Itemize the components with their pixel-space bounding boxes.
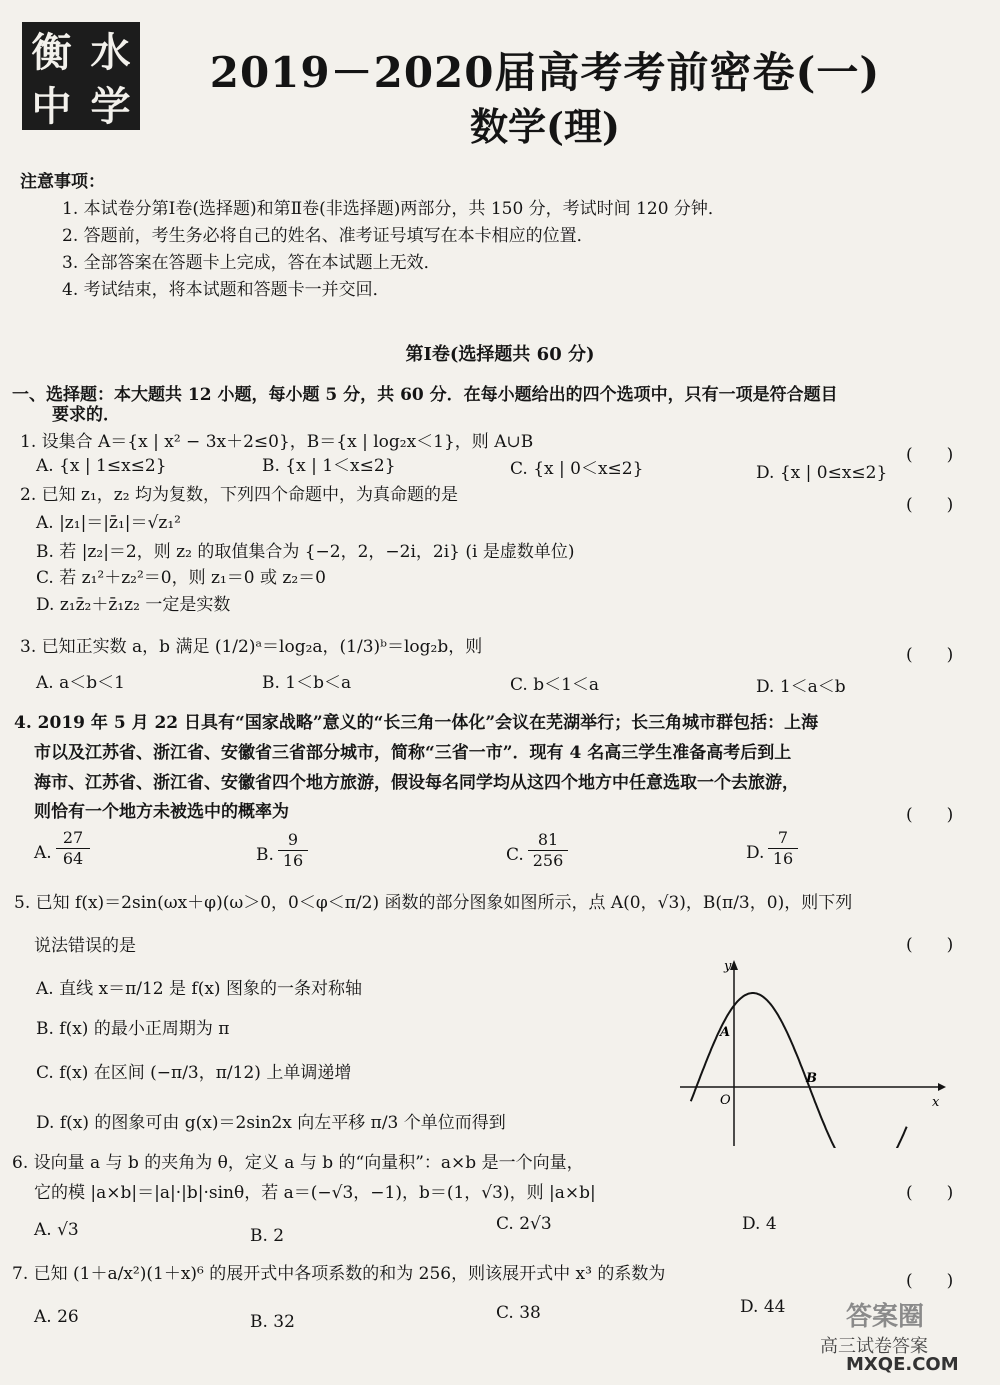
answer-paren: ( ) — [906, 645, 954, 665]
logo-char: 水 — [90, 28, 131, 76]
option: B. 2 — [250, 1226, 285, 1246]
option-letter: C. — [506, 845, 524, 865]
option: C. b＜1＜a — [510, 675, 600, 695]
option-letter: B. — [256, 845, 274, 865]
fraction-denominator: 256 — [532, 851, 564, 870]
question-stem-line: 则恰有一个地方未被选中的概率为 — [34, 802, 289, 822]
question-stem: 3. 已知正实数 a，b 满足 (1/2)ᵃ＝log₂a，(1/3)ᵇ＝log₂b，则 — [20, 637, 483, 657]
section-instruction: 要求的． — [52, 405, 120, 425]
section-title: 第Ⅰ卷(选择题共 60 分) — [405, 344, 595, 365]
option: C. {x | 0＜x≤2} — [510, 459, 644, 479]
fraction-denominator: 16 — [282, 851, 304, 870]
option: C. 2√3 — [496, 1214, 552, 1234]
question-stem: 7. 已知 (1＋a/x²)(1＋x)⁶ 的展开式中各项系数的和为 256，则该展开式中 x³ 的系数为 — [12, 1264, 666, 1284]
watermark-subtitle: 高三试卷答案 — [820, 1336, 928, 1357]
fraction-numerator: 7 — [768, 828, 798, 849]
point-b-label: B — [806, 1071, 817, 1086]
fraction-numerator: 27 — [56, 828, 90, 849]
x-axis-arrow — [938, 1083, 946, 1091]
option: D. f(x) 的图象可由 g(x)＝2sin2x 向左平移 π/3 个单位而得到 — [36, 1113, 506, 1133]
fraction-denominator: 64 — [62, 849, 84, 868]
question-stem: 2. 已知 z₁，z₂ 均为复数，下列四个命题中，为真命题的是 — [20, 485, 458, 505]
option: D. 4 — [742, 1214, 777, 1234]
question-stem-line: 4. 2019 年 5 月 22 日具有“国家战略”意义的“长三角一体化”会议在芜湖举行；长三角城市群包括：上海 — [14, 713, 819, 733]
sine-graph — [676, 958, 946, 1148]
option: D. 44 — [740, 1297, 786, 1317]
option: B. 32 — [250, 1312, 295, 1332]
option: A. √3 — [34, 1220, 79, 1240]
question-stem-line: 6. 设向量 a 与 b 的夹角为 θ，定义 a 与 b 的“向量积”：a×b 是一个向量， — [12, 1153, 584, 1173]
option: B. f(x) 的最小正周期为 π — [36, 1019, 230, 1039]
logo-char: 衡 — [31, 28, 72, 76]
answer-paren: ( ) — [906, 445, 954, 465]
logo-char: 学 — [90, 82, 131, 130]
answer-paren: ( ) — [906, 1271, 954, 1291]
note-item: 1. 本试卷分第Ⅰ卷(选择题)和第Ⅱ卷(非选择题)两部分，共 150 分，考试时间 120 分钟． — [62, 199, 725, 219]
option: A. 直线 x＝π/12 是 f(x) 图象的一条对称轴 — [36, 979, 362, 999]
origin-label: O — [720, 1093, 731, 1108]
option: B. 若 |z₂|＝2，则 z₂ 的取值集合为 {−2，2，−2i，2i} (i 是虚数单位) — [36, 542, 575, 562]
question-stem-line: 说法错误的是 — [34, 936, 136, 956]
watermark-logo: 答案圈 — [846, 1302, 925, 1332]
exam-subtitle: 数学(理) — [470, 104, 620, 149]
answer-paren: ( ) — [906, 495, 954, 515]
option: B. {x | 1＜x≤2} — [262, 456, 396, 476]
fraction-numerator: 9 — [278, 830, 308, 851]
question-stem-line: 5. 已知 f(x)＝2sin(ωx＋φ)(ω＞0，0＜φ＜π/2) 函数的部分图象如图所示，点 A(0，√3)，B(π/3，0)，则下列 — [14, 893, 853, 913]
option: D. 1＜a＜b — [756, 677, 846, 697]
section-instruction: 一、选择题：本大题共 12 小题，每小题 5 分，共 60 分．在每小题给出的四个选项中，只有一项是符合题目 — [12, 385, 838, 405]
note-item: 4. 考试结束，将本试题和答题卡一并交回． — [62, 280, 390, 300]
option: C. f(x) 在区间 (−π/3，π/12) 上单调递增 — [36, 1063, 352, 1083]
logo-char: 中 — [31, 82, 72, 130]
option: A. 26 — [34, 1307, 79, 1327]
option: D. {x | 0≤x≤2} — [756, 463, 888, 483]
note-item: 3. 全部答案在答题卡上完成，答在本试题上无效． — [62, 253, 441, 273]
school-logo — [22, 22, 140, 130]
fraction-denominator: 16 — [772, 849, 794, 868]
note-item: 2. 答题前，考生务必将自己的姓名、准考证号填写在本卡相应的位置． — [62, 226, 594, 246]
watermark-site: MXQE.COM — [846, 1354, 959, 1375]
notes-heading: 注意事项： — [20, 172, 105, 192]
option: D. z₁z̄₂＋z̄₁z₂ 一定是实数 — [36, 595, 231, 615]
answer-paren: ( ) — [906, 1183, 954, 1203]
question-stem: 1. 设集合 A＝{x | x² − 3x＋2≤0}，B＝{x | log₂x＜1}，则 A∪B — [20, 432, 534, 452]
answer-paren: ( ) — [906, 805, 954, 825]
question-stem-line: 海市、江苏省、浙江省、安徽省四个地方旅游，假设每名同学均从这四个地方中任意选取一个去旅游， — [34, 773, 799, 793]
y-axis-label: y — [724, 959, 732, 974]
option-letter: A. — [34, 843, 52, 863]
option: C. 38 — [496, 1303, 541, 1323]
question-stem-line: 它的模 |a×b|＝|a|·|b|·sinθ，若 a＝(−√3，−1)，b＝(1，√3)，则 |a×b| — [34, 1183, 596, 1203]
answer-paren: ( ) — [906, 935, 954, 955]
sine-curve — [691, 993, 907, 1148]
exam-title: 2019－2020届高考考前密卷(一) — [209, 48, 881, 97]
question-stem-line: 市以及江苏省、浙江省、安徽省三省部分城市，简称“三省一市”．现有 4 名高三学生准备高考后到上 — [34, 743, 792, 763]
option: A. |z₁|＝|z̄₁|＝√z₁² — [36, 513, 181, 533]
fraction-numerator: 81 — [528, 830, 568, 851]
x-axis-label: x — [932, 1095, 940, 1110]
option-letter: D. — [746, 843, 765, 863]
option: A. {x | 1≤x≤2} — [36, 456, 167, 476]
option: B. 1＜b＜a — [262, 673, 352, 693]
option: A. a＜b＜1 — [36, 673, 125, 693]
option: C. 若 z₁²＋z₂²＝0，则 z₁＝0 或 z₂＝0 — [36, 568, 326, 588]
point-a-label: A — [720, 1025, 731, 1040]
